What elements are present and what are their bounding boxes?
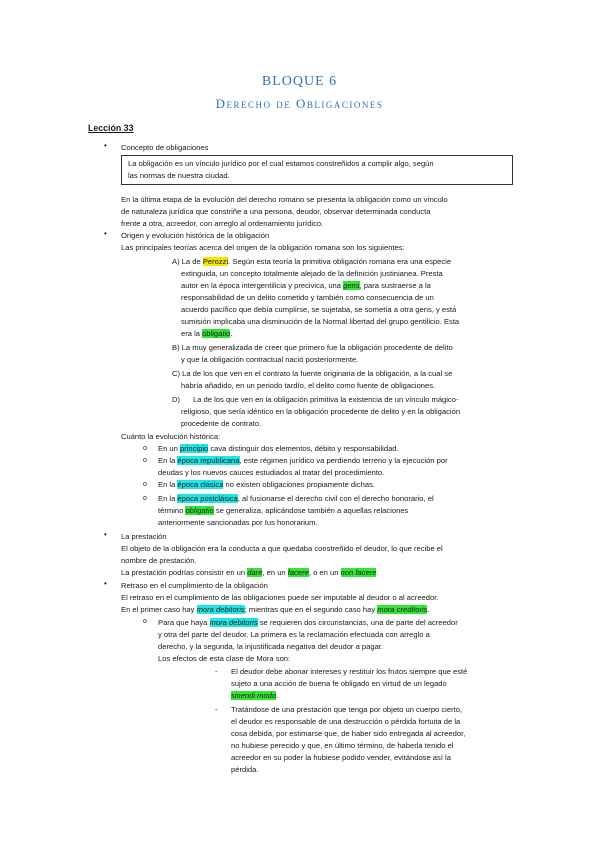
text-run: En el primer caso hay <box>121 605 197 614</box>
text-run: . <box>427 605 430 614</box>
theory-a-line <box>181 280 431 292</box>
paragraph-line: El objeto de la obligación era la conducta a que quedaba constreñido el deudor, lo que recibe el <box>121 544 443 553</box>
effect-line: sujeto a una acción de buena fe obligado en virtud de un legado <box>231 679 447 688</box>
text-run: término <box>158 506 186 515</box>
dash-bullet-icon: - <box>215 705 218 714</box>
definition-line: La obligación es un vínculo jurídico por el cual estamos constreñidos a cumplir algo, según <box>128 159 434 168</box>
theory-a-line: responsabilidad de un delito cometido y también como consecuencia de un <box>181 293 434 302</box>
bullet-icon: • <box>104 141 107 150</box>
text-run: En un <box>158 444 180 453</box>
circle-bullet-icon: o <box>143 618 147 625</box>
highlight: época clásica <box>177 480 224 489</box>
concept-heading: Concepto de obligaciones <box>121 143 209 152</box>
highlight: mora debitoris <box>209 618 258 627</box>
circle-bullet-icon: o <box>143 495 147 502</box>
highlight: gens <box>343 281 360 290</box>
bullet-icon: • <box>104 579 107 588</box>
text-run: , en un <box>262 568 288 577</box>
highlight: dare <box>247 568 263 577</box>
text-run: Para que haya <box>158 618 210 627</box>
theory-a-line: extinguida, un concepto totalmente alejado de la definición justinianea. Presta <box>181 269 443 278</box>
paragraph-line: derecho, y la segunda, la injustificada negativa del deudor a pagar. <box>158 642 384 651</box>
effect-line: Tratándose de una prestación que tenga por objeto un cuerpo cierto, <box>231 705 463 714</box>
theory-a-line: acuerdo pacífico que debía cumplirse, se sujetaba, se sometía a otra gens, y está <box>181 305 457 314</box>
text-run: , o en un <box>308 568 341 577</box>
highlight: principio <box>179 444 209 453</box>
paragraph-line: Los efectos de esta clase de Mora son: <box>158 654 291 663</box>
highlight: mora debitoris <box>196 605 245 614</box>
highlight: Perozzi <box>202 257 229 266</box>
section-heading: La prestación <box>121 532 167 541</box>
evolution-line: anteriormente sancionadas por Ius honorarium. <box>158 518 318 527</box>
highlight: época republicana <box>177 456 240 465</box>
evolution-line <box>158 493 434 505</box>
text-run: . <box>230 329 233 338</box>
text-run: La prestación podrías consistir en un <box>121 568 248 577</box>
paragraph-line: nombre de prestación. <box>121 556 197 565</box>
paragraph-line <box>121 604 430 616</box>
theory-c-line: habría añadido, en un periodo tardío, el delito como fuente de obligaciones. <box>181 381 436 390</box>
evolution-line: deudas y los nuevos cauces estudiados al tratar del procedimiento. <box>158 468 385 477</box>
text-run: autor en la época intergentilicia y precivica, una <box>181 281 344 290</box>
theory-d-label: D) <box>172 395 181 404</box>
text-run: se generaliza, aplicándose también a aquellas relaciones <box>213 506 409 515</box>
text-run: En la <box>158 480 178 489</box>
theory-a-line: sumisión implicaba una disminución de la Normal libertad del grupo gentilicio. Esta <box>181 317 460 326</box>
evolution-line <box>158 455 448 467</box>
text-run: , este régimen jurídico va perdiendo terreno y la ejecución por <box>239 456 448 465</box>
highlight: obligatio <box>185 506 214 515</box>
highlight: época postclásica <box>177 494 238 503</box>
text-run: no existen obligaciones propiamente dichas. <box>223 480 375 489</box>
theory-a-line <box>181 328 233 340</box>
paragraph-line: frente a otra, acreedor, con arreglo al ordenamiento jurídico. <box>121 219 324 228</box>
circle-bullet-icon: o <box>143 481 147 488</box>
theory-d-line: La de los que ven en la obligación primitiva la existencia de un vínculo mágico- <box>193 395 459 404</box>
evolution-heading: Cuánto la evolución histórica: <box>121 432 221 441</box>
text-run: . <box>376 568 379 577</box>
theory-a-line <box>172 256 451 268</box>
text-run: , al fusionarse el derecho civil con el derecho honorario, el <box>237 494 434 503</box>
block-subtitle: Derecho de Obligaciones <box>215 96 384 111</box>
highlight: sinendi modo <box>231 691 277 700</box>
evolution-line <box>158 443 399 455</box>
circle-bullet-icon: o <box>143 445 147 452</box>
text-run: . <box>276 691 279 700</box>
effect-line: el deudor es responsable de una destrucción o pérdida fortuita de la <box>231 717 461 726</box>
theory-d-line: procedente de contrato. <box>181 419 262 428</box>
theory-c-line: C) La de los que ven en el contrato la fuente originaria de la obligación, a la cual se <box>172 369 453 378</box>
text-run: A) La de <box>172 257 203 266</box>
paragraph-line: En la última etapa de la evolución del derecho romano se presenta la obligación como un vínculo <box>121 195 448 204</box>
theory-b-line: B) La muy generalizada de creer que primero fue la obligación procedente de delito <box>172 343 453 352</box>
bullet-icon: • <box>104 229 107 238</box>
text-run: era la <box>181 329 203 338</box>
lesson-heading: Lección 33 <box>88 123 134 133</box>
dash-bullet-icon: - <box>215 667 218 676</box>
bullet-icon: • <box>104 530 107 539</box>
highlight: facere <box>287 568 309 577</box>
text-run: ; mientras que en el segundo caso hay <box>244 605 378 614</box>
text-run: cava distinguir dos elementos, débito y responsabilidad. <box>208 444 399 453</box>
effect-line: El deudor debe abonar intereses y restituir los frutos siempre que esté <box>231 667 468 676</box>
paragraph-line: de naturaleza jurídica que constriñe a una persona, deudor, observar determinada conducta <box>121 207 431 216</box>
highlight: non facere <box>340 568 377 577</box>
block-title: BLOQUE 6 <box>261 74 338 89</box>
effect-line: pérdida. <box>231 765 259 774</box>
effect-line: no hubiese perecido y que, en último término, de haberla tenido el <box>231 741 454 750</box>
section-heading: Origen y evolución histórica de la obligación <box>121 231 270 240</box>
evolution-line <box>158 479 375 491</box>
effect-line: acreedor en su poder la hubiese podido vender, evitándose así la <box>231 753 451 762</box>
circle-bullet-icon: o <box>143 457 147 464</box>
text-run: . Según esta teoría la primitiva obligación romana era una especie <box>228 257 452 266</box>
paragraph-line <box>121 567 379 579</box>
definition-line: las normas de nuestra ciudad. <box>128 171 230 180</box>
paragraph-line <box>158 617 458 629</box>
paragraph-line: y otra del parte del deudor. La primera es la reclamación efectuada con arreglo a <box>158 630 430 639</box>
highlight: mora creditoris <box>377 605 428 614</box>
text-run: En la <box>158 494 178 503</box>
section-heading: Retraso en el cumplimiento de la obligación <box>121 581 268 590</box>
text-run: En la <box>158 456 178 465</box>
text-run: se requieren dos circunstancias, una de parte del acreedor <box>257 618 458 627</box>
definition-box <box>121 155 513 185</box>
text-run: , para sustraerse a la <box>359 281 431 290</box>
theory-b-line: y que la obligación contractual nació posteriormente. <box>181 355 359 364</box>
paragraph-line: El retraso en el cumplimiento de las obligaciones puede ser imputable al deudor o al acreedor. <box>121 593 439 602</box>
theory-d-line: religioso, que sería idéntico en la obligación procedente de delito y en la obligación <box>181 407 461 416</box>
effect-line: cosa debida, por estimarse que, de haber sido entregada al acreedor, <box>231 729 466 738</box>
paragraph-line: Las principales teorías acerca del origen de la obligación romana son los siguientes: <box>121 243 405 252</box>
effect-line <box>231 690 278 702</box>
highlight: obligatio <box>202 329 231 338</box>
evolution-line <box>158 505 408 517</box>
